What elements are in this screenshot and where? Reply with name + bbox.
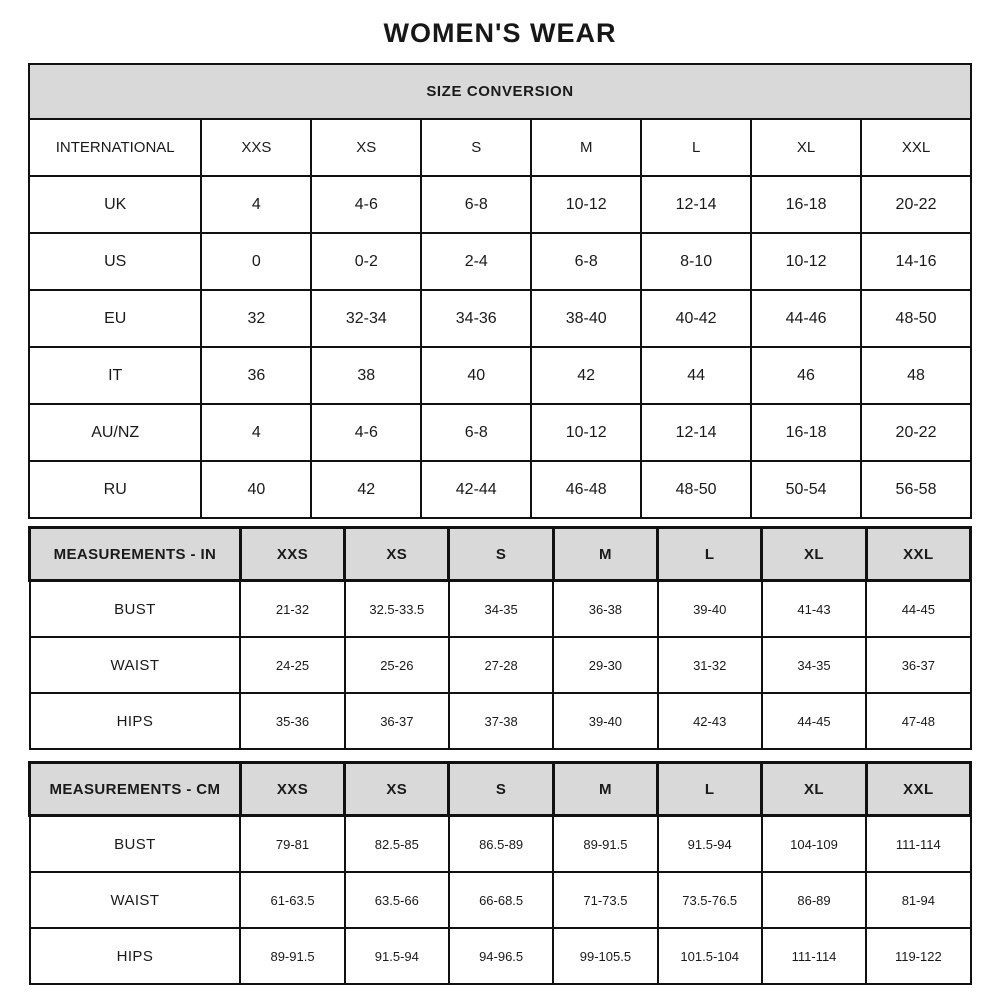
value-cell: 40 [201, 461, 311, 518]
size-conversion-table [28, 63, 972, 519]
value-cell: 39-40 [553, 693, 657, 749]
value-cell: 10-12 [531, 176, 641, 233]
value-cell: 34-35 [762, 637, 866, 693]
value-cell: 32 [201, 290, 311, 347]
measurements-cm-heading: MEASUREMENTS - CM [30, 763, 241, 816]
value-cell: 86.5-89 [449, 816, 553, 873]
value-cell: 29-30 [553, 637, 657, 693]
value-cell: 6-8 [531, 233, 641, 290]
size-conversion-banner-row [29, 64, 971, 119]
size-column-header: XXS [201, 119, 311, 176]
value-cell: 101.5-104 [658, 928, 762, 984]
value-cell: 14-16 [861, 233, 971, 290]
value-cell: 42-43 [658, 693, 762, 749]
value-cell: 71-73.5 [553, 872, 657, 928]
value-cell: 44 [641, 347, 751, 404]
value-cell: 24-25 [240, 637, 344, 693]
row-label: US [29, 233, 201, 290]
size-column-header: XXL [866, 528, 970, 581]
measurements-in-header-row [30, 528, 971, 581]
value-cell: 66-68.5 [449, 872, 553, 928]
row-label: EU [29, 290, 201, 347]
international-label: INTERNATIONAL [29, 119, 201, 176]
value-cell: 36-37 [866, 637, 970, 693]
value-cell: 119-122 [866, 928, 970, 984]
value-cell: 48-50 [641, 461, 751, 518]
value-cell: 91.5-94 [658, 816, 762, 873]
value-cell: 34-35 [449, 581, 553, 638]
value-cell: 48 [861, 347, 971, 404]
table-row [29, 176, 971, 233]
value-cell: 44-46 [751, 290, 861, 347]
row-label: WAIST [30, 637, 241, 693]
size-column-header: XXL [866, 763, 970, 816]
value-cell: 38-40 [531, 290, 641, 347]
value-cell: 91.5-94 [345, 928, 449, 984]
row-label: HIPS [30, 693, 241, 749]
value-cell: 6-8 [421, 404, 531, 461]
value-cell: 104-109 [762, 816, 866, 873]
value-cell: 111-114 [762, 928, 866, 984]
size-column-header: XS [311, 119, 421, 176]
size-conversion-heading: SIZE CONVERSION [29, 64, 971, 119]
size-column-header: XL [762, 763, 866, 816]
table-row [29, 233, 971, 290]
size-column-header: S [449, 763, 553, 816]
value-cell: 20-22 [861, 404, 971, 461]
table-row [30, 872, 971, 928]
value-cell: 0 [201, 233, 311, 290]
value-cell: 8-10 [641, 233, 751, 290]
table-row [30, 928, 971, 984]
international-size-row [29, 119, 971, 176]
measurements-in-table [28, 526, 972, 750]
value-cell: 10-12 [531, 404, 641, 461]
table-row [30, 581, 971, 638]
value-cell: 12-14 [641, 176, 751, 233]
value-cell: 61-63.5 [240, 872, 344, 928]
value-cell: 44-45 [762, 693, 866, 749]
row-label: BUST [30, 581, 241, 638]
size-column-header: M [553, 763, 657, 816]
value-cell: 46 [751, 347, 861, 404]
row-label: BUST [30, 816, 241, 873]
measurements-in-heading: MEASUREMENTS - IN [30, 528, 241, 581]
row-label: HIPS [30, 928, 241, 984]
size-column-header: L [641, 119, 751, 176]
value-cell: 89-91.5 [240, 928, 344, 984]
value-cell: 73.5-76.5 [658, 872, 762, 928]
value-cell: 89-91.5 [553, 816, 657, 873]
value-cell: 4-6 [311, 176, 421, 233]
value-cell: 79-81 [240, 816, 344, 873]
value-cell: 42 [531, 347, 641, 404]
value-cell: 35-36 [240, 693, 344, 749]
value-cell: 10-12 [751, 233, 861, 290]
value-cell: 4 [201, 404, 311, 461]
value-cell: 21-32 [240, 581, 344, 638]
value-cell: 42 [311, 461, 421, 518]
table-row [29, 290, 971, 347]
value-cell: 36-37 [345, 693, 449, 749]
table-row [30, 693, 971, 749]
table-row [29, 404, 971, 461]
value-cell: 81-94 [866, 872, 970, 928]
value-cell: 40-42 [641, 290, 751, 347]
value-cell: 38 [311, 347, 421, 404]
value-cell: 0-2 [311, 233, 421, 290]
value-cell: 111-114 [866, 816, 970, 873]
size-column-header: XXS [240, 763, 344, 816]
value-cell: 16-18 [751, 404, 861, 461]
size-column-header: XXS [240, 528, 344, 581]
value-cell: 86-89 [762, 872, 866, 928]
value-cell: 32.5-33.5 [345, 581, 449, 638]
row-label: IT [29, 347, 201, 404]
value-cell: 44-45 [866, 581, 970, 638]
table-row [29, 347, 971, 404]
value-cell: 20-22 [861, 176, 971, 233]
row-label: UK [29, 176, 201, 233]
size-column-header: M [553, 528, 657, 581]
value-cell: 4 [201, 176, 311, 233]
value-cell: 47-48 [866, 693, 970, 749]
value-cell: 37-38 [449, 693, 553, 749]
page-title: WOMEN'S WEAR [383, 18, 617, 48]
size-column-header: S [421, 119, 531, 176]
value-cell: 27-28 [449, 637, 553, 693]
value-cell: 40 [421, 347, 531, 404]
table-row [30, 816, 971, 873]
value-cell: 32-34 [311, 290, 421, 347]
size-column-header: XS [345, 528, 449, 581]
value-cell: 56-58 [861, 461, 971, 518]
value-cell: 41-43 [762, 581, 866, 638]
row-label: WAIST [30, 872, 241, 928]
size-column-header: XS [345, 763, 449, 816]
size-column-header: L [658, 528, 762, 581]
size-column-header: S [449, 528, 553, 581]
value-cell: 36-38 [553, 581, 657, 638]
size-column-header: L [658, 763, 762, 816]
size-chart-page [28, 0, 972, 985]
size-column-header: XL [762, 528, 866, 581]
table-row [30, 637, 971, 693]
size-column-header: XL [751, 119, 861, 176]
value-cell: 50-54 [751, 461, 861, 518]
value-cell: 25-26 [345, 637, 449, 693]
size-column-header: M [531, 119, 641, 176]
value-cell: 48-50 [861, 290, 971, 347]
value-cell: 6-8 [421, 176, 531, 233]
table-row [29, 461, 971, 518]
value-cell: 4-6 [311, 404, 421, 461]
measurements-cm-table [28, 761, 972, 985]
value-cell: 12-14 [641, 404, 751, 461]
row-label: AU/NZ [29, 404, 201, 461]
value-cell: 99-105.5 [553, 928, 657, 984]
value-cell: 2-4 [421, 233, 531, 290]
value-cell: 46-48 [531, 461, 641, 518]
value-cell: 63.5-66 [345, 872, 449, 928]
value-cell: 39-40 [658, 581, 762, 638]
value-cell: 36 [201, 347, 311, 404]
value-cell: 82.5-85 [345, 816, 449, 873]
row-label: RU [29, 461, 201, 518]
value-cell: 34-36 [421, 290, 531, 347]
value-cell: 42-44 [421, 461, 531, 518]
size-column-header: XXL [861, 119, 971, 176]
value-cell: 94-96.5 [449, 928, 553, 984]
measurements-cm-header-row [30, 763, 971, 816]
value-cell: 16-18 [751, 176, 861, 233]
value-cell: 31-32 [658, 637, 762, 693]
